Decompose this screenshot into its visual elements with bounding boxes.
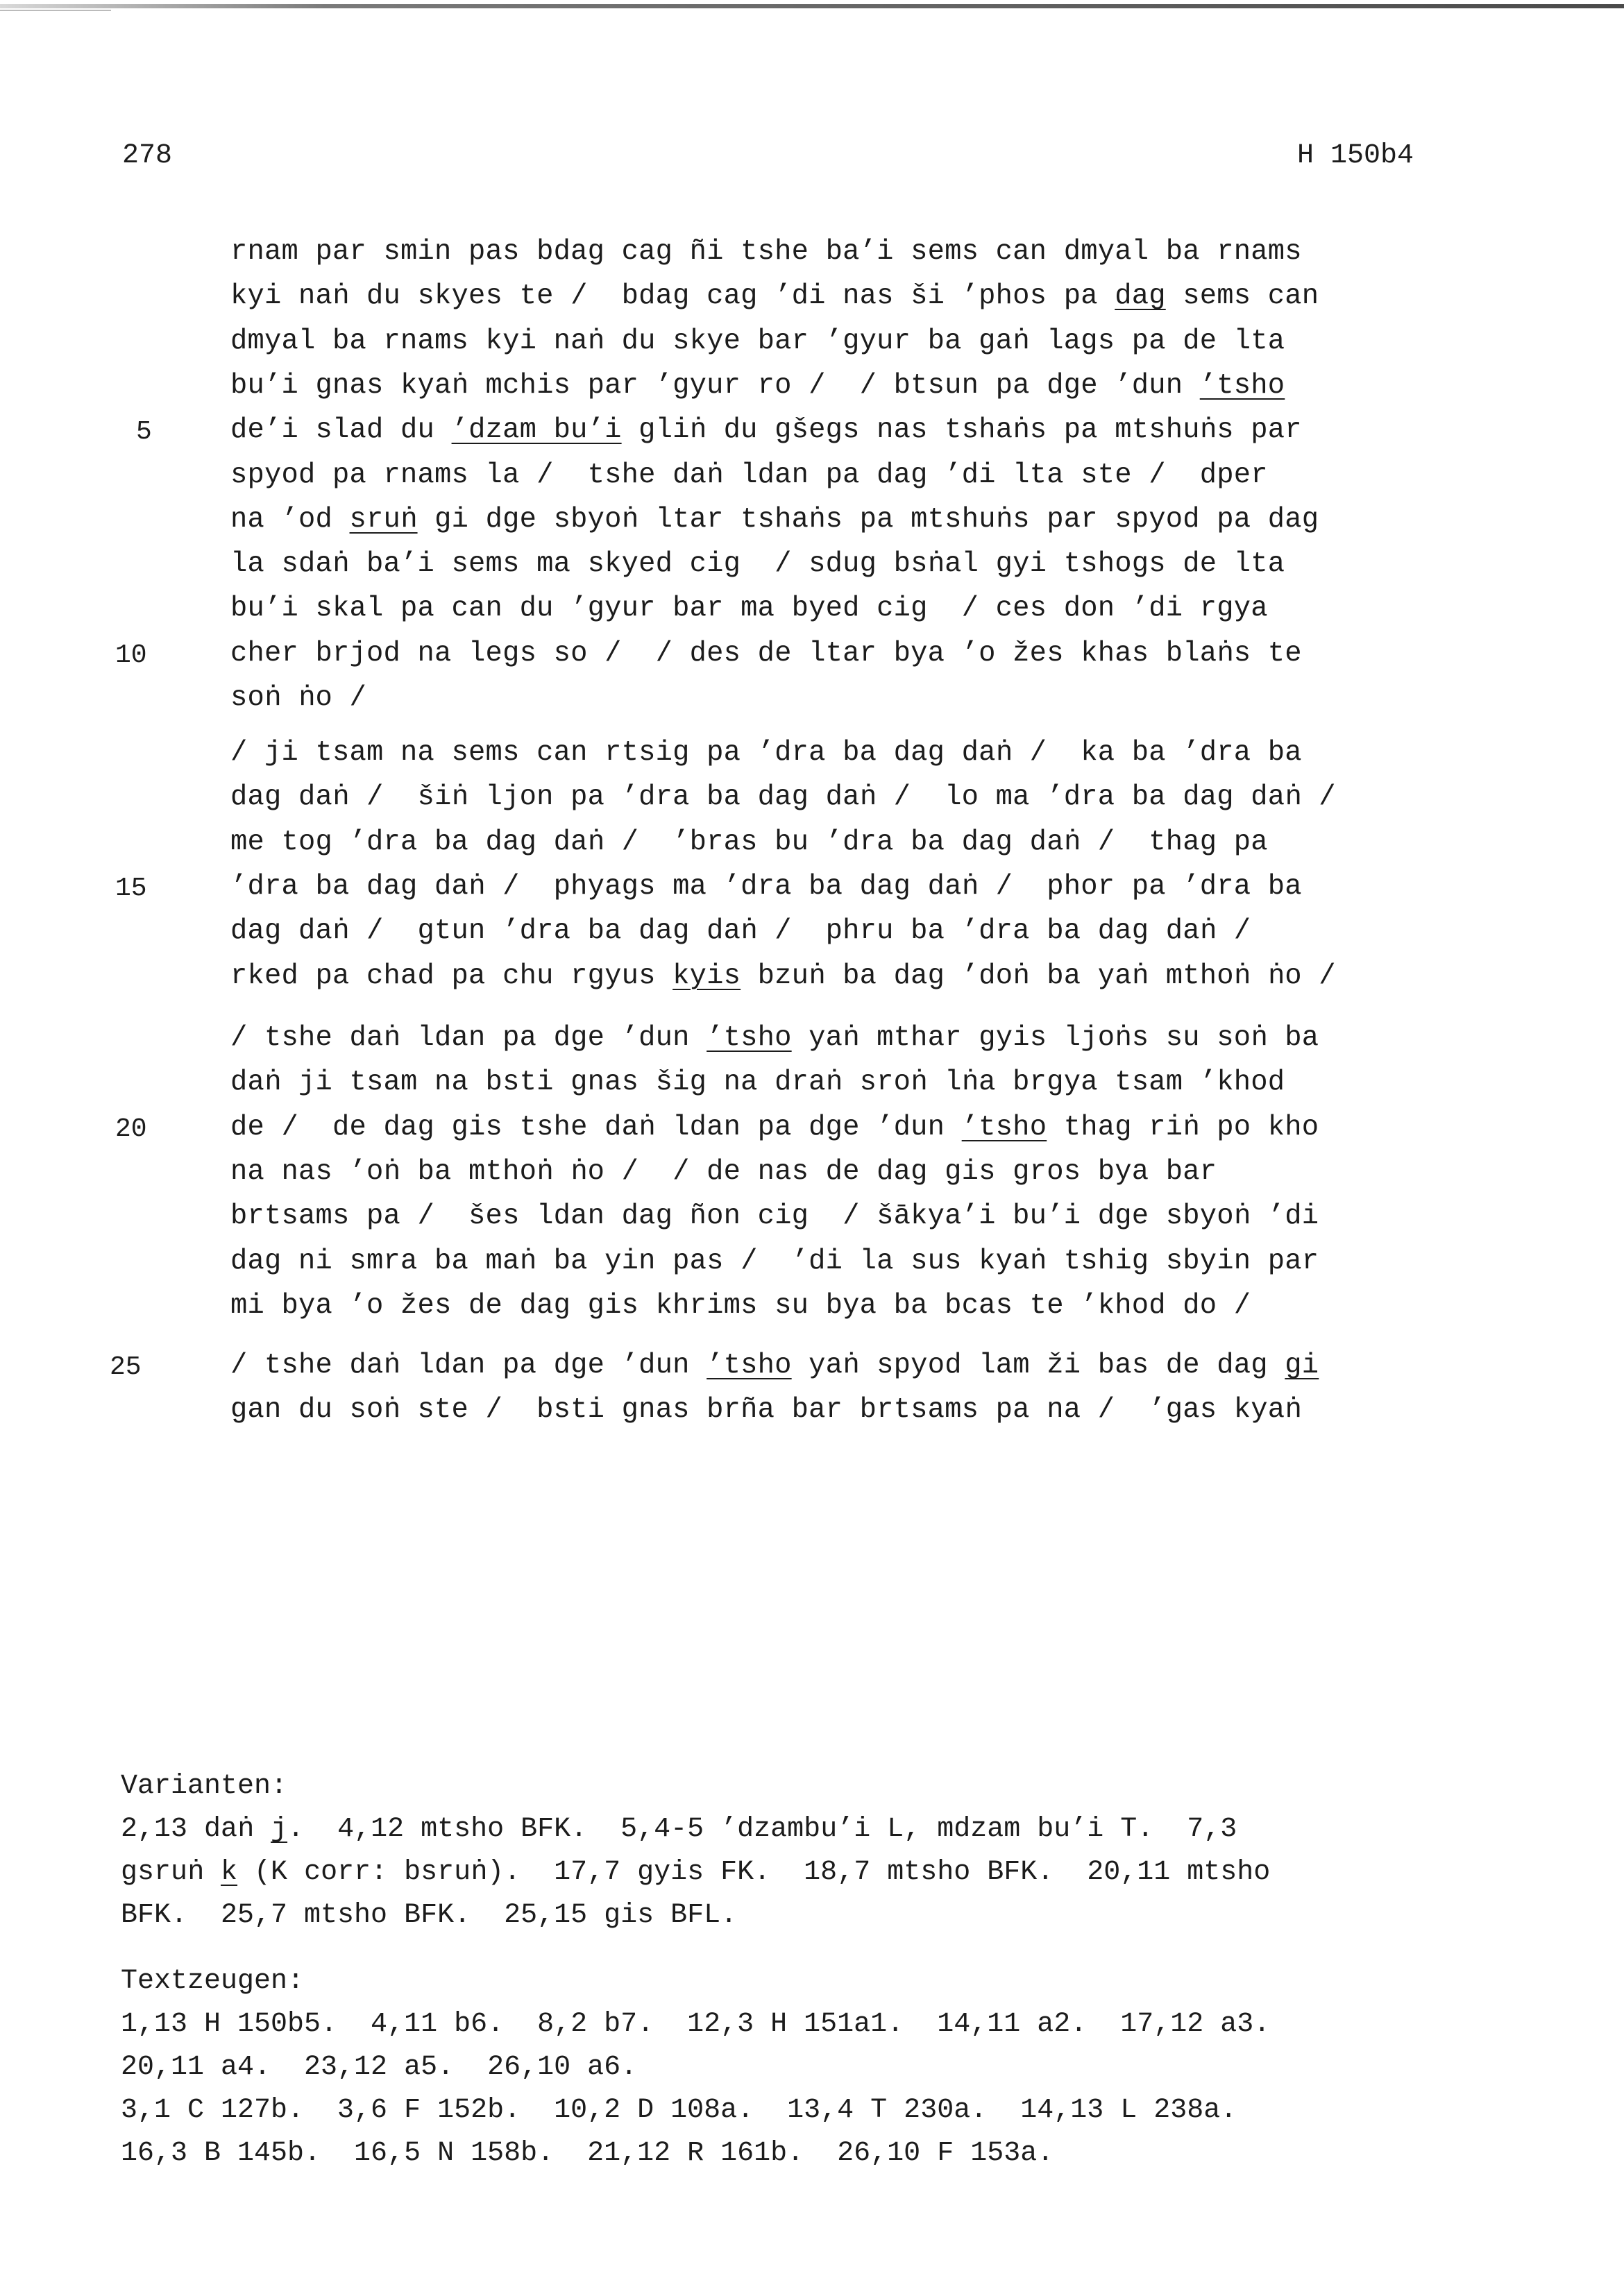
text-line: na nas ’oṅ ba mthoṅ ṅo / / de nas de dag gis gros bya bar	[230, 1155, 1217, 1188]
apparatus-line: 2,13 daṅ j. 4,12 mtsho BFK. 5,4-5 ’dzambu’i L, mdzam bu’i T. 7,3	[121, 1814, 1237, 1845]
text-line: / tshe daṅ ldan pa dge ’dun ’tsho yaṅ mthar gyis ljoṅs su soṅ ba	[230, 1022, 1319, 1054]
underlined-word: ’dzam bu’i	[451, 414, 622, 447]
text-line: soṅ ṅo /	[230, 682, 367, 714]
underlined-word: j	[271, 1814, 288, 1845]
textzeugen-heading: Textzeugen:	[121, 1966, 305, 1997]
underlined-word: ’tsho	[1199, 369, 1285, 402]
text-line: la sdaṅ ba’i sems ma skyed cig / sdug bsṅal gyi tshogs de lta	[230, 548, 1285, 581]
text-line: cher brjod na legs so / / des de ltar bya ’o žes khas blaṅs te	[230, 637, 1302, 670]
text-line: brtsams pa / šes ldan dag ñon cig / šākya’i bu’i dge sbyoṅ ’di	[230, 1200, 1319, 1233]
text-line: dmyal ba rnams kyi naṅ du skye bar ’gyur ba gaṅ lags pa de lta	[230, 325, 1285, 357]
apparatus-line: gsruṅ k (K corr: bsruṅ). 17,7 gyis FK. 18,7 mtsho BFK. 20,11 mtsho	[121, 1857, 1271, 1888]
text-line: dag daṅ / gtun ’dra ba dag daṅ / phru ba ’dra ba dag daṅ /	[230, 915, 1251, 948]
text-line: me tog ’dra ba dag daṅ / ’bras bu ’dra ba dag daṅ / thag pa	[230, 826, 1268, 858]
text-line: dag daṅ / šiṅ ljon pa ’dra ba dag daṅ / lo ma ’dra ba dag daṅ /	[230, 781, 1336, 814]
text-line: bu’i gnas kyaṅ mchis par ’gyur ro / / btsun pa dge ’dun ’tsho	[230, 369, 1285, 402]
line-number: 5	[136, 417, 152, 448]
underlined-word: ’tsho	[707, 1022, 792, 1054]
line-number: 10	[115, 640, 147, 670]
underlined-word: gi	[1285, 1350, 1319, 1381]
text-line: rnam par smin pas bdag cag ñi tshe ba’i sems can dmyal ba rnams	[230, 236, 1302, 268]
text-line: de’i slad du ’dzam bu’i gliṅ du gšegs nas tshaṅs pa mtshuṅs par	[230, 414, 1302, 447]
text-line: mi bya ’o žes de dag gis khrims su bya ba bcas te ’khod do /	[230, 1289, 1251, 1322]
text-line: rked pa chad pa chu rgyus kyis bzuṅ ba dag ’doṅ ba yaṅ mthoṅ ṅo /	[230, 960, 1336, 992]
text-line: daṅ ji tsam na bsti gnas šig na draṅ sroṅ lṅa brgya tsam ’khod	[230, 1066, 1285, 1099]
page-number: 278	[122, 140, 173, 171]
text-line: gan du soṅ ste / bsti gnas brña bar brtsams pa na / ’gas kyaṅ	[230, 1394, 1302, 1427]
text-line: spyod pa rnams la / tshe daṅ ldan pa dag ’di lta ste / dper	[230, 459, 1268, 491]
underlined-word: ’tsho	[707, 1350, 792, 1381]
scan-top-edge	[0, 4, 1624, 8]
varianten-heading: Varianten:	[121, 1771, 288, 1802]
apparatus-line: 16,3 B 145b. 16,5 N 158b. 21,12 R 161b. 26,10 F 153a.	[121, 2138, 1054, 2169]
line-number: 15	[115, 873, 147, 903]
apparatus-line: 20,11 a4. 23,12 a5. 26,10 a6.	[121, 2052, 638, 2083]
text-line: na ’od sruṅ gi dge sbyoṅ ltar tshaṅs pa mtshuṅs par spyod pa dag	[230, 503, 1319, 536]
apparatus-line: 1,13 H 150b5. 4,11 b6. 8,2 b7. 12,3 H 151a1. 14,11 a2. 17,12 a3.	[121, 2009, 1271, 2040]
line-number: 25	[110, 1352, 142, 1382]
text-line: bu’i skal pa can du ’gyur bar ma byed cig / ces don ’di rgya	[230, 593, 1268, 625]
underlined-word: ’tsho	[961, 1111, 1047, 1143]
line-number: 20	[115, 1114, 147, 1144]
apparatus-line: BFK. 25,7 mtsho BFK. 25,15 gis BFL.	[121, 1900, 738, 1931]
text-line: / ji tsam na sems can rtsig pa ’dra ba dag daṅ / ka ba ’dra ba	[230, 737, 1302, 769]
underlined-word: sruṅ	[349, 503, 418, 536]
text-line: / tshe daṅ ldan pa dge ’dun ’tsho yaṅ spyod lam ži bas de dag gi	[230, 1350, 1319, 1381]
text-line: dag ni smra ba maṅ ba yin pas / ’di la sus kyaṅ tshig sbyin par	[230, 1245, 1319, 1277]
text-line: de / de dag gis tshe daṅ ldan pa dge ’dun ’tsho thag riṅ po kho	[230, 1111, 1319, 1143]
text-line: ’dra ba dag daṅ / phyags ma ’dra ba dag daṅ / phor pa ’dra ba	[230, 870, 1302, 903]
underlined-word: kyis	[673, 960, 741, 992]
scan-top-edge-mark	[0, 10, 111, 11]
underlined-word: k	[221, 1857, 238, 1888]
text-line: kyi naṅ du skyes te / bdag cag ’di nas ši ’phos pa dag sems can	[230, 280, 1319, 313]
underlined-word: dag	[1115, 280, 1166, 313]
folio-sigla: H 150b4	[1296, 140, 1414, 171]
apparatus-line: 3,1 C 127b. 3,6 F 152b. 10,2 D 108a. 13,4 T 230a. 14,13 L 238a.	[121, 2095, 1237, 2126]
